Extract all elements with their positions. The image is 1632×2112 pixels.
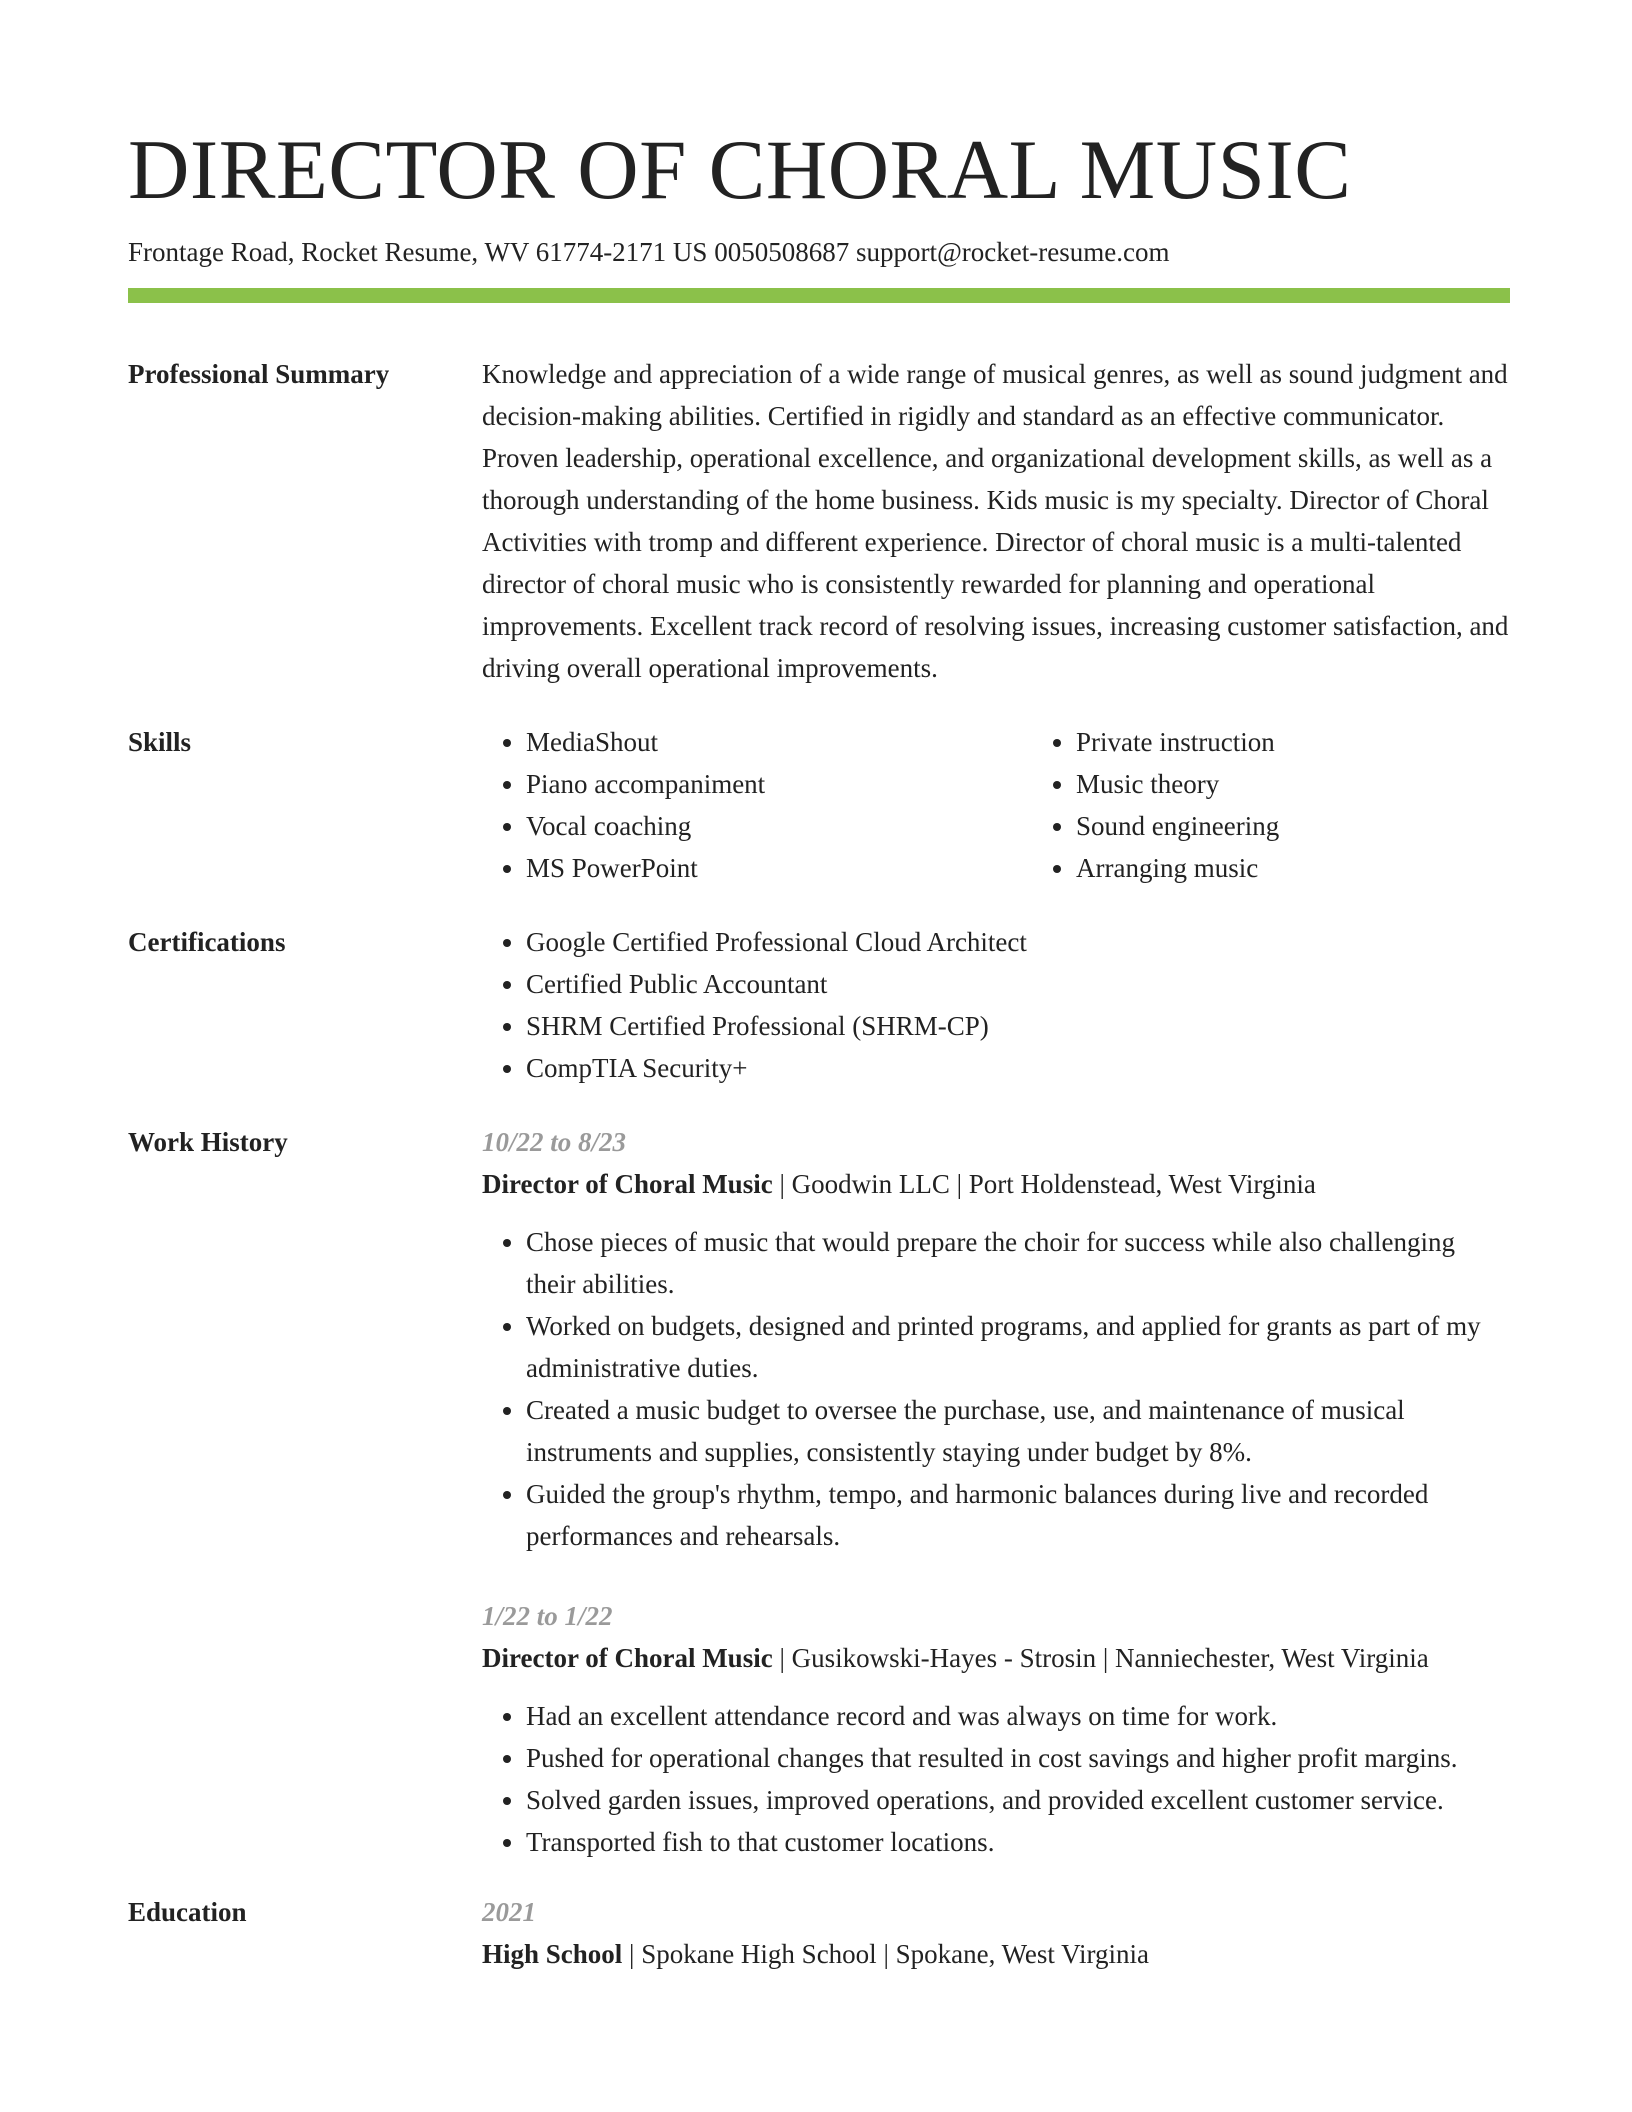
resume-page — [128, 120, 1510, 1975]
skill-item: • MediaShout — [526, 721, 1032, 763]
resume-title: DIRECTOR OF CHORAL MUSIC — [128, 123, 1352, 217]
job-bullet: • Created a music budget to oversee the purchase, use, and maintenance of musical instruments and supplies, consistently staying under budget by 8%. — [526, 1389, 1510, 1473]
skill-item: • Music theory — [1076, 763, 1582, 805]
job-bullet: • Had an excellent attendance record and was always on time for work. — [526, 1695, 1510, 1737]
skills-list-left — [482, 721, 1032, 889]
skill-item: • Private instruction — [1076, 721, 1582, 763]
job-title: Director of Choral Music — [482, 1169, 773, 1199]
job-bullet: • Worked on budgets, designed and printed programs, and applied for grants as part of my administrative duties. — [526, 1305, 1510, 1389]
skill-item: • Vocal coaching — [526, 805, 1032, 847]
skills-label: Skills — [128, 727, 192, 757]
work-history-label: Work History — [128, 1127, 288, 1157]
job-bullet: • Transported fish to that customer locations. — [526, 1821, 1510, 1863]
job-bullets — [482, 1221, 1510, 1557]
job-entry — [482, 1121, 1510, 1557]
summary-text: Knowledge and appreciation of a wide range of musical genres, as well as sound judgment and decision-making abilities. Certified in rigidly and standard as an effective communicator. Proven leadership, operational excellence, and organizational development skills, as well as a thorough understanding of the home business. Kids music is my specialty. Director of Choral Activities with tromp and different experience. Director of choral music is a multi-talented director of choral music who is consistently rewarded for planning and operational improvements. Excellent track record of resolving issues, increasing customer satisfaction, and driving overall operational improvements. — [482, 359, 1509, 683]
job-bullets — [482, 1695, 1510, 1863]
job-bullet: • Guided the group's rhythm, tempo, and harmonic balances during live and recorded performances and rehearsals. — [526, 1473, 1510, 1557]
job-bullet: • Chose pieces of music that would prepare the choir for success while also challenging their abilities. — [526, 1221, 1510, 1305]
summary-label: Professional Summary — [128, 359, 390, 389]
skill-item: • Arranging music — [1076, 847, 1582, 889]
certification-item: • SHRM Certified Professional (SHRM-CP) — [526, 1005, 1510, 1047]
skill-item: • Sound engineering — [1076, 805, 1582, 847]
work-history-section — [128, 1121, 1510, 1863]
job-role-line — [482, 1163, 1510, 1205]
certification-item: • Google Certified Professional Cloud Architect — [526, 921, 1510, 963]
summary-section — [128, 353, 1510, 689]
certification-item: • CompTIA Security+ — [526, 1047, 1510, 1089]
contact-line: Frontage Road, Rocket Resume, WV 61774-2171 US 0050508687 support@rocket-resume.com — [128, 237, 1170, 267]
education-degree: High School — [482, 1939, 623, 1969]
job-dates: 10/22 to 8/23 — [482, 1127, 627, 1157]
job-dates: 1/22 to 1/22 — [482, 1601, 613, 1631]
education-school: | Spokane High School | Spokane, West Virginia — [622, 1939, 1150, 1969]
certifications-label: Certifications — [128, 927, 286, 957]
header-divider — [128, 288, 1510, 303]
job-bullet: • Pushed for operational changes that resulted in cost savings and higher profit margins. — [526, 1737, 1510, 1779]
education-dates: 2021 — [482, 1897, 536, 1927]
education-section — [128, 1891, 1510, 1975]
certification-item: • Certified Public Accountant — [526, 963, 1510, 1005]
skills-section — [128, 721, 1510, 889]
certifications-list — [482, 921, 1510, 1089]
job-role-line — [482, 1637, 1510, 1679]
education-label: Education — [128, 1897, 247, 1927]
job-employer: | Gusikowski-Hayes - Strosin | Nanniechester, West Virginia — [772, 1643, 1429, 1673]
job-entry — [482, 1595, 1510, 1863]
job-bullet: • Solved garden issues, improved operations, and provided excellent customer service. — [526, 1779, 1510, 1821]
certifications-section — [128, 921, 1510, 1089]
skills-list-right — [1032, 721, 1582, 889]
education-line — [482, 1933, 1510, 1975]
job-title: Director of Choral Music — [482, 1643, 773, 1673]
skill-item: • Piano accompaniment — [526, 763, 1032, 805]
job-employer: | Goodwin LLC | Port Holdenstead, West Virginia — [772, 1169, 1316, 1199]
skill-item: • MS PowerPoint — [526, 847, 1032, 889]
